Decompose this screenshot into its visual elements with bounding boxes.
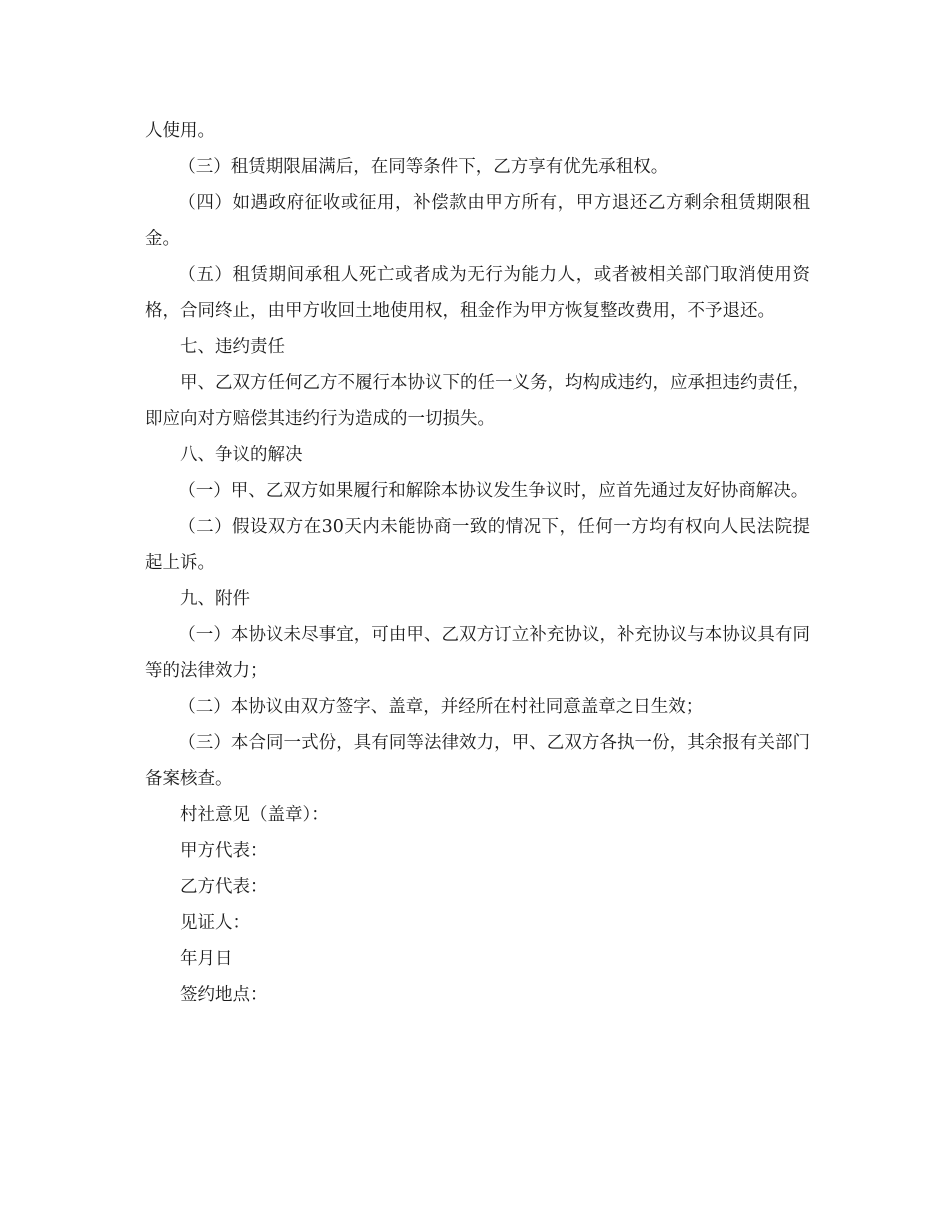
signature-date: 年月日 xyxy=(180,949,233,969)
document-body xyxy=(145,113,810,1013)
section-heading-attachments: 九、附件 xyxy=(180,589,250,609)
section-heading-breach: 七、违约责任 xyxy=(180,337,285,357)
clause-8-2: （二）假设双方在30天内未能协商一致的情况下，任何一方均有权向人民法院提起上诉。 xyxy=(145,517,810,573)
signature-location: 签约地点： xyxy=(180,985,268,1005)
signature-witness: 见证人： xyxy=(180,913,250,933)
signature-party-b: 乙方代表： xyxy=(180,877,268,897)
clause-8-1: （一）甲、乙双方如果履行和解除本协议发生争议时，应首先通过友好协商解决。 xyxy=(178,481,809,501)
paragraph-continuation: 人使用。 xyxy=(145,121,215,141)
clause-6-3: （三）租赁期限届满后，在同等条件下，乙方享有优先承租权。 xyxy=(178,157,669,177)
clause-9-1: （一）本协议未尽事宜，可由甲、乙双方订立补充协议，补充协议与本协议具有同等的法律效力； xyxy=(145,625,810,681)
clause-9-3: （三）本合同一式份，具有同等法律效力，甲、乙双方各执一份，其余报有关部门备案核查。 xyxy=(145,733,810,789)
section-heading-dispute: 八、争议的解决 xyxy=(180,445,303,465)
signature-party-a: 甲方代表： xyxy=(180,841,268,861)
clause-7-body: 甲、乙双方任何乙方不履行本协议下的任一义务，均构成违约，应承担违约责任，即应向对方赔偿其违约行为造成的一切损失。 xyxy=(145,373,810,429)
clause-6-5: （五）租赁期间承租人死亡或者成为无行为能力人，或者被相关部门取消使用资格，合同终止，由甲方收回土地使用权，租金作为甲方恢复整改费用，不予退还。 xyxy=(145,265,810,321)
signature-village-opinion: 村社意见（盖章）： xyxy=(180,805,329,825)
clause-6-4: （四）如遇政府征收或征用，补偿款由甲方所有，甲方退还乙方剩余租赁期限租金。 xyxy=(145,193,810,249)
clause-9-2: （二）本协议由双方签字、盖章，并经所在村社同意盖章之日生效； xyxy=(178,697,704,717)
